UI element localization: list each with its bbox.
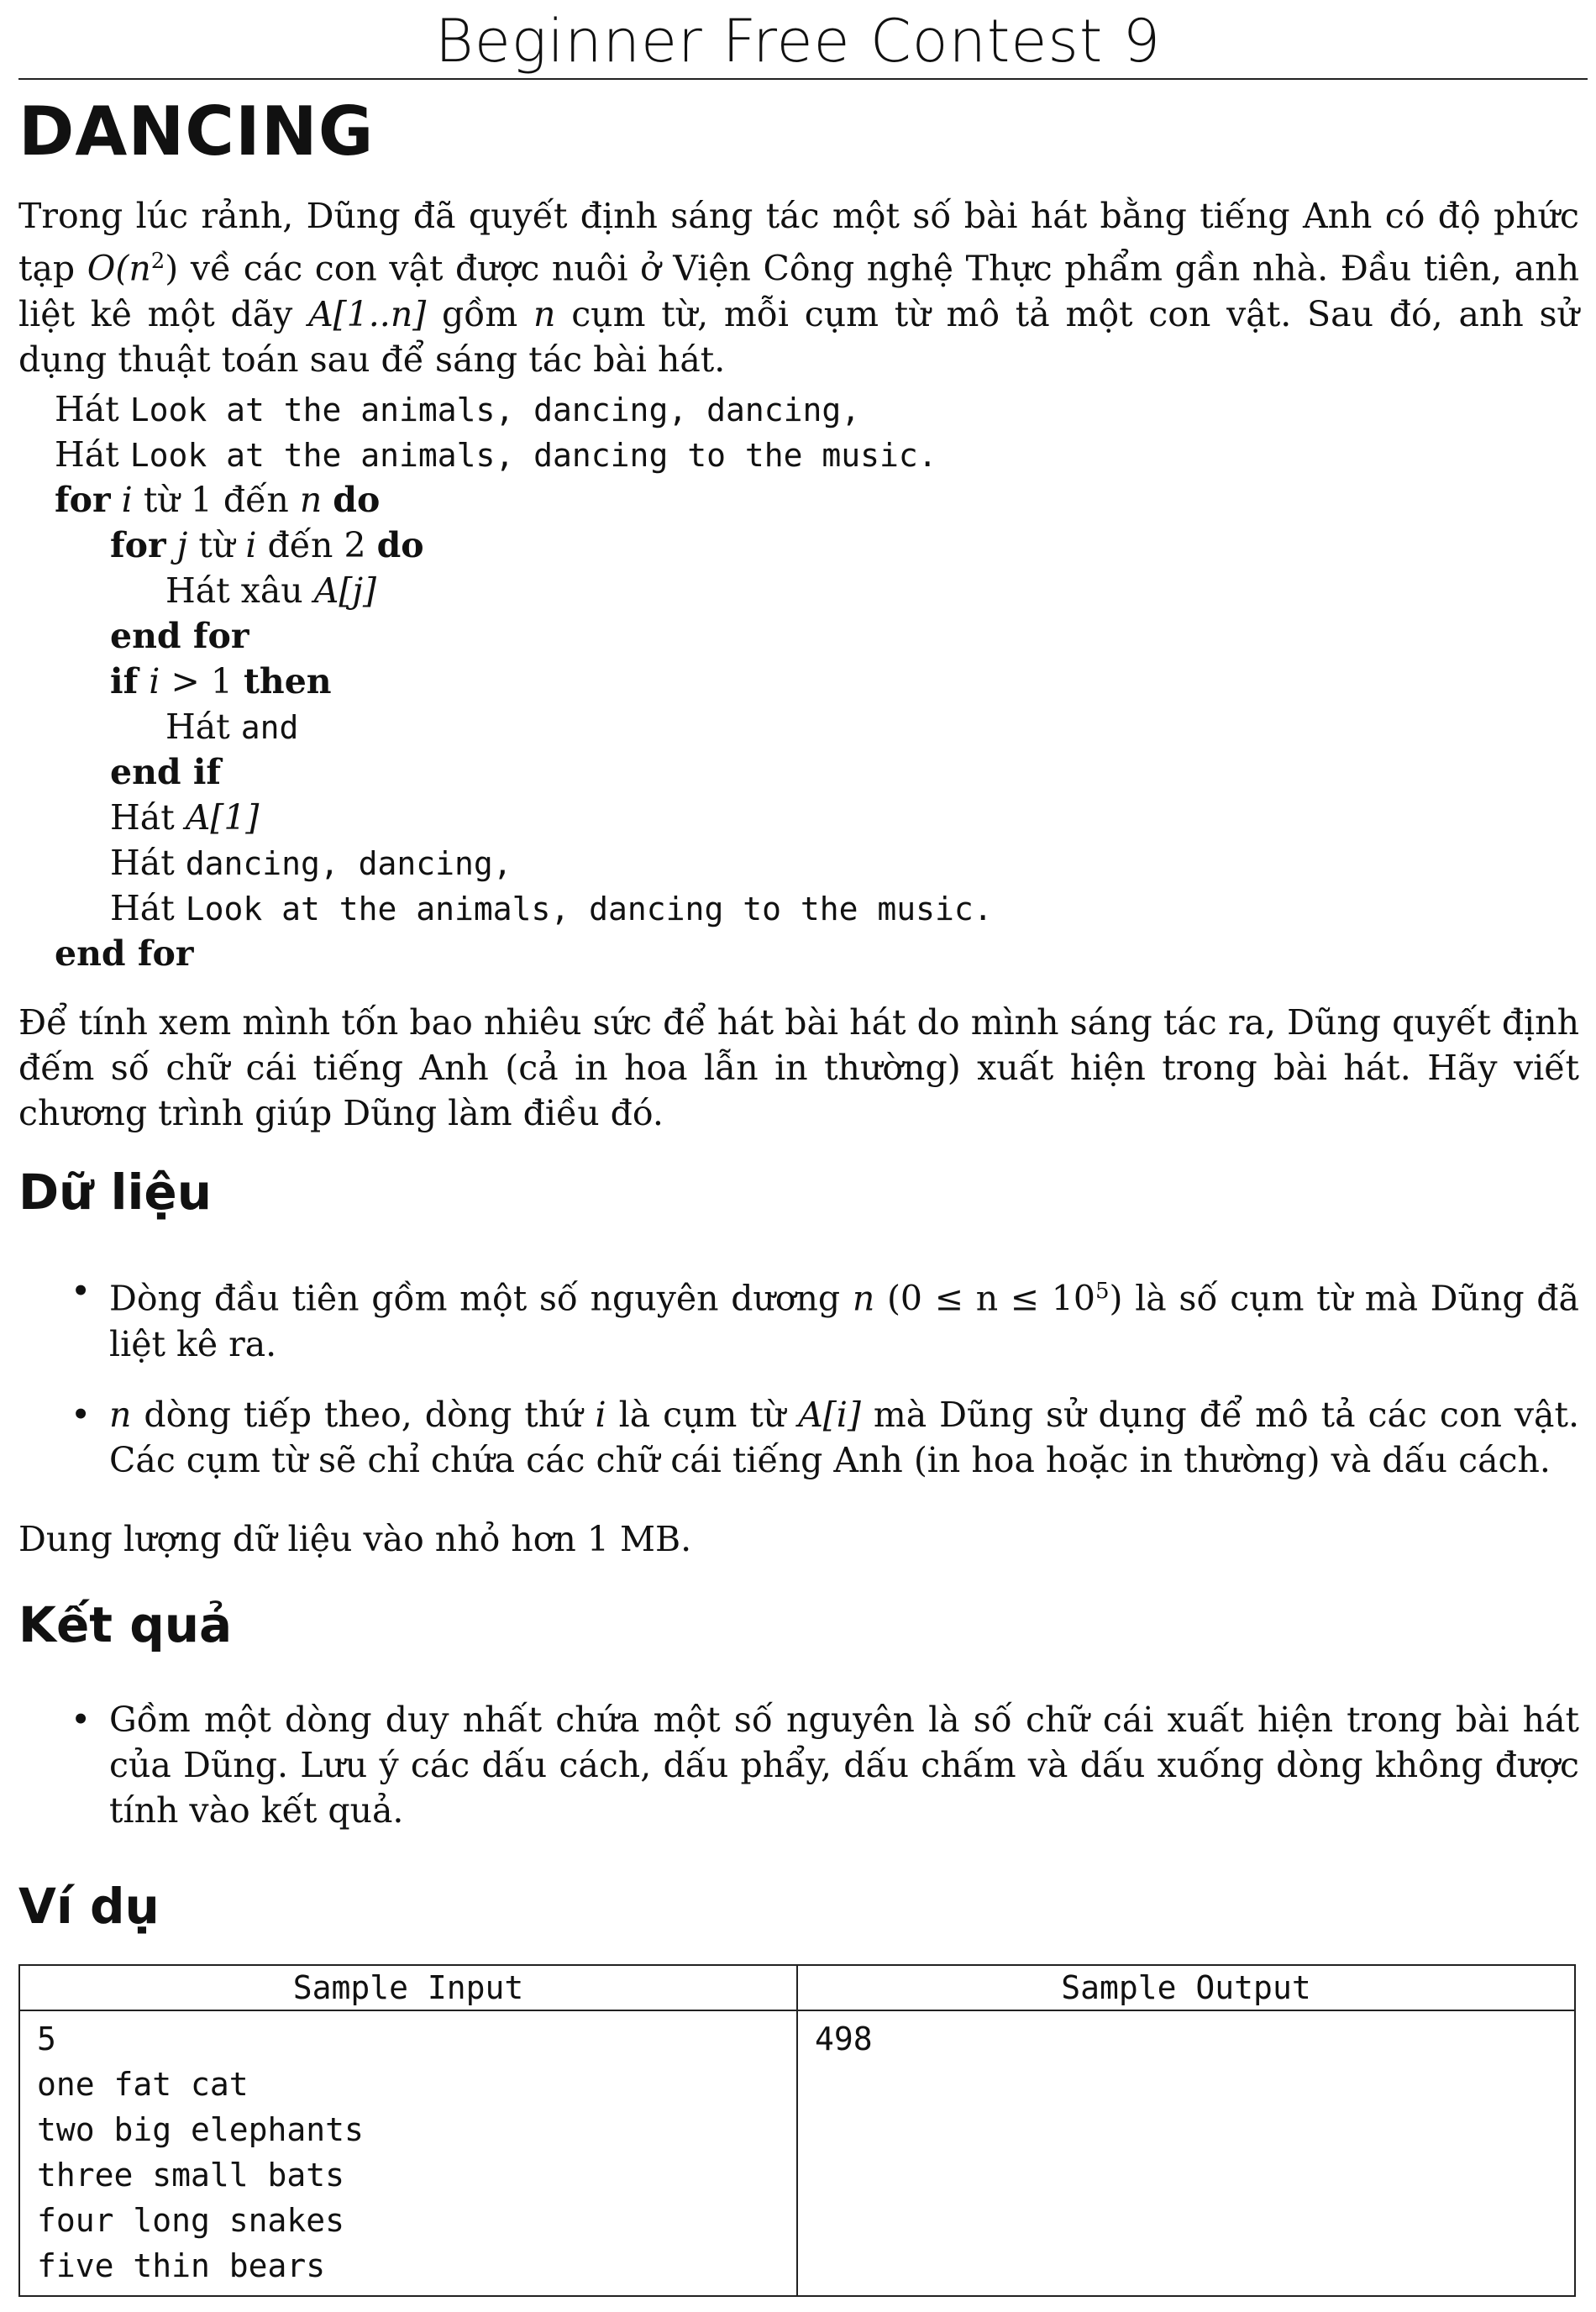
algo-line [55,432,993,477]
algo-line [55,613,993,659]
item-text: là cụm từ [606,1394,799,1435]
n-symbol: n [109,1394,132,1435]
algo-line [55,840,993,885]
item-text: mà Dũng sử dụng để mô tả các con vật. Các cụm từ sẽ chỉ chứa các chữ cái tiếng Anh (in hoa hoặc in thường) và dấu cách. [109,1394,1579,1480]
algo-var: i [121,480,133,520]
intro-text: Trong lúc rảnh, Dũng đã quyết định sáng tác một số bài hát bằng tiếng Anh có độ phức tạp [18,196,1579,289]
sample-table [18,1964,1576,2297]
algo-keyword: do [376,525,424,565]
table-row [19,2010,1575,2296]
algo-line [55,568,993,613]
sample-output-cell: 498 [797,2010,1575,2296]
algo-var: A[1] [185,797,260,838]
algo-line [55,704,993,749]
sample-input-cell: 5 one fat cat two big elephants three small bats four long snakes five thin bears [19,2010,797,2296]
algo-keyword: end if [110,752,222,792]
range-exponent: 5 [1095,1279,1110,1304]
algo-keyword: end for [55,933,194,974]
algo-number: 1 [190,480,213,520]
algo-text: từ [198,525,235,565]
page-header [0,0,1596,80]
list-item [18,1392,1579,1483]
item-text: dòng tiếp theo, dòng thứ [131,1394,596,1435]
algo-lyric: and [240,709,299,746]
algo-line [55,795,993,840]
input-list [18,1269,1579,1483]
algo-var: i [149,661,160,701]
algo-hat: Hát [55,389,119,429]
algo-line [55,477,993,523]
ai-symbol: A[i] [798,1394,861,1435]
algo-var: A[j] [313,570,377,611]
range-text: (0 ≤ n ≤ 10 [886,1278,1095,1319]
list-item [18,1269,1579,1367]
sample-input-header: Sample Input [19,1965,797,2010]
algo-var: n [299,480,323,520]
algorithm-block [55,386,993,976]
algo-hat: Hát [55,434,119,475]
algo-keyword: then [243,661,332,701]
count-paragraph: Để tính xem mình tốn bao nhiêu sức để hát bài hát do mình sáng tác ra, Dũng quyết định đếm số chữ cái tiếng Anh (cả in hoa lẫn in thường) xuất hiện trong bài hát. Hãy viết chương trình giúp Dũng làm điều đó. [18,1002,1579,1133]
i-symbol: i [595,1394,606,1435]
contest-title: Beginner Free Contest 9 [434,7,1162,76]
table-header-row [19,1965,1575,2010]
complexity-exponent: 2 [150,249,165,274]
algo-line [55,885,993,931]
algo-hat: Hát [110,843,175,883]
algo-lyric: dancing, dancing, [185,845,512,882]
algo-lyric: Look at the animals, dancing to the music. [129,437,937,474]
algo-line [55,386,993,432]
header-rule [18,78,1588,80]
sample-output-header: Sample Output [797,1965,1575,2010]
intro-text: cụm từ, mỗi cụm từ mô tả một con vật. Sau đó, anh sử dụng thuật toán sau để sáng tác bài hát. [18,293,1579,380]
item-text: Dòng đầu tiên gồm một số nguyên dương [109,1278,853,1319]
algo-text: đến [223,480,289,520]
intro-text: ) về các con vật được nuôi ở Viện Công nghệ Thực phẩm gần nhà. Đầu tiên, anh liệt kê một dãy [18,248,1579,334]
algo-lyric: Look at the animals, dancing to the music. [185,891,993,927]
algo-hat: Hát [165,707,230,747]
complexity: O(n [87,248,151,289]
intro-paragraph [18,193,1579,382]
algo-text: Hát xâu [165,570,303,611]
input-heading: Dữ liệu [18,1164,213,1221]
output-heading: Kết quả [18,1596,233,1653]
n-symbol: n [533,293,556,334]
problem-title: DANCING [18,92,375,171]
algo-keyword: end for [110,616,249,656]
input-size-note: Dung lượng dữ liệu vào nhỏ hơn 1 MB. [18,1519,692,1559]
algo-line [55,749,993,795]
array-symbol: A[1..n] [308,293,427,334]
algo-keyword: for [110,525,166,565]
output-list [18,1697,1579,1833]
item-text: ) là số cụm từ mà Dũng đã liệt kê ra. [109,1278,1579,1364]
algo-text: đến [267,525,333,565]
algo-var: i [245,525,257,565]
algo-keyword: for [55,480,111,520]
list-item: • Gồm một dòng duy nhất chứa một số nguyên là số chữ cái xuất hiện trong bài hát của Dũng. Lưu ý các dấu cách, dấu phẩy, dấu chấm và dấu xuống dòng không được tính vào kết quả. [18,1697,1579,1833]
algo-line [55,523,993,568]
algo-number: 2 [344,525,366,565]
algo-line [55,659,993,704]
intro-text: gồm [426,293,534,334]
algo-hat: Hát [110,888,175,928]
algo-keyword: if [110,661,139,701]
algo-keyword: do [333,480,381,520]
example-heading: Ví dụ [18,1878,160,1935]
algo-text: > 1 [171,661,233,701]
algo-line [55,931,993,976]
algo-hat: Hát [110,797,175,838]
algo-lyric: Look at the animals, dancing, dancing, [129,391,861,428]
algo-var: j [176,525,188,565]
algo-text: từ [143,480,180,520]
n-symbol: n [852,1278,875,1319]
